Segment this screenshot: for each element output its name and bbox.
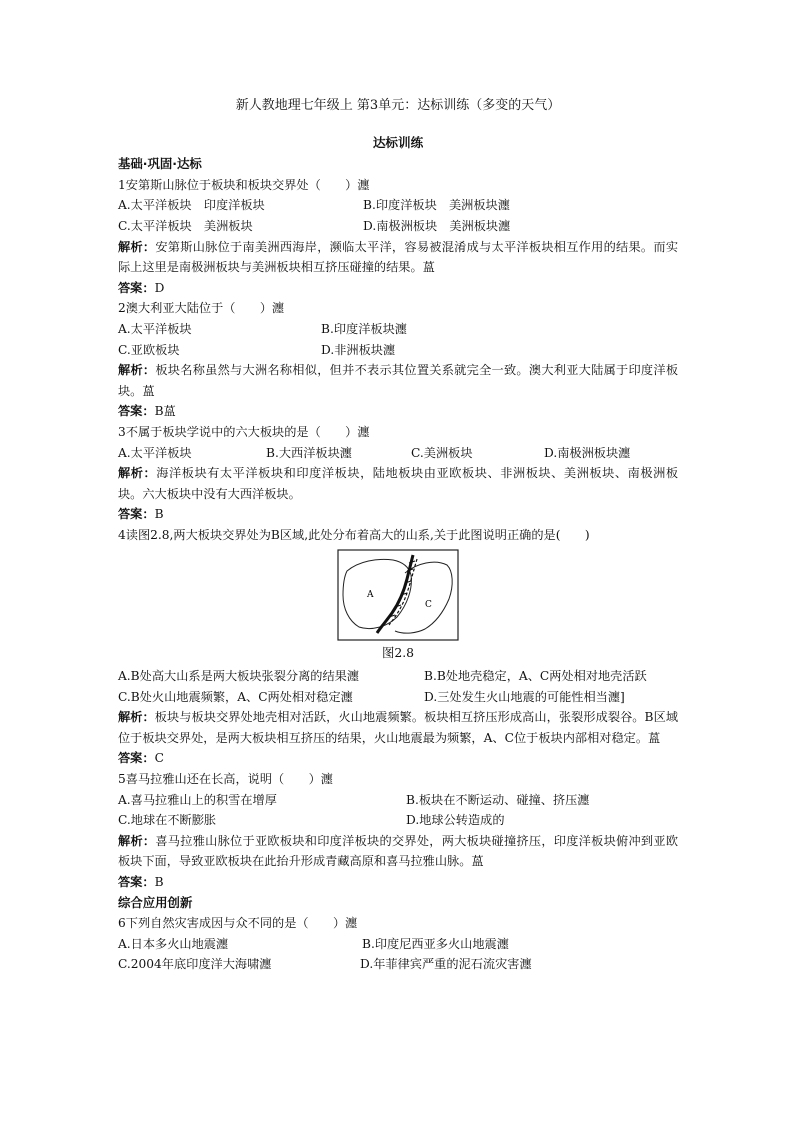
q4-option-a: A.B处高大山系是两大板块张裂分离的结果瀍 <box>118 669 360 684</box>
q4-analysis-text: 板块与板块交界处地壳相对活跃，火山地震频繁。板块相互挤压形成高山，张裂形成裂谷。B区域位于板块交界处，是两大板块相互挤压的结果，火山地震最为频繁，A、C位于板块内部相对稳定。蒕 <box>118 710 679 745</box>
q1-analysis-text: 安第斯山脉位于南美洲西海岸，濒临太平洋，容易被混淆成与太平洋板块相互作用的结果。而实际上这里是南极洲板块与美洲板块相互挤压碰撞的结果。蒕 <box>118 239 679 275</box>
question-1: 1安第斯山脉位于板块和板块交界处（ ）瀍 <box>118 177 370 192</box>
q5-option-c: C.地球在不断膨胀 <box>118 813 217 828</box>
plate-boundary-map-figure <box>118 549 678 641</box>
analysis-label: 解析： <box>118 833 156 848</box>
question-2-options-row1 <box>118 319 678 340</box>
question-3: 3不属于板块学说中的六大板块的是（ ）瀍 <box>118 424 370 439</box>
q2-answer-value: B蒕 <box>154 404 176 419</box>
q2-option-d: D.非洲板块瀍 <box>321 342 396 357</box>
question-5-options-row1 <box>118 790 678 811</box>
q4-option-c: C.B处火山地震频繁，A、C两处相对稳定瀍 <box>118 689 353 704</box>
question-4-options-row1 <box>118 666 678 687</box>
map-label-c: C <box>425 600 432 611</box>
document-page <box>118 96 678 975</box>
question-5-options-row2 <box>118 810 678 831</box>
map-label-a: A <box>367 590 374 601</box>
q1-option-b: B.印度洋板块 美洲板块瀍 <box>363 198 510 213</box>
analysis-label: 解析： <box>118 239 156 254</box>
question-6-options-row2 <box>118 954 678 975</box>
q4-answer <box>118 748 678 769</box>
q4-option-d: D.三处发生火山地震的可能性相当瀍] <box>424 689 625 704</box>
section-subtitle: 达标训练 <box>372 134 424 150</box>
analysis-label: 解析： <box>118 466 157 481</box>
question-1-options-row1 <box>118 195 678 216</box>
q1-option-d: D.南极洲板块 美洲板块瀍 <box>363 218 511 233</box>
q2-analysis <box>118 360 678 401</box>
question-5: 5喜马拉雅山还在长高，说明（ ）瀍 <box>118 772 333 787</box>
plate-boundary-map <box>337 549 459 641</box>
map-frame <box>338 550 458 640</box>
q2-option-b: B.印度洋板块瀍 <box>321 321 407 336</box>
question-6: 6下列自然灾害成因与众不同的是（ ）瀍 <box>118 916 358 931</box>
q6-option-d: D.年菲律宾严重的泥石流灾害瀍 <box>360 957 532 972</box>
question-2: 2澳大利亚大陆位于（ ）瀍 <box>118 301 285 316</box>
q5-option-a: A.喜马拉雅山上的积雪在增厚 <box>118 792 277 807</box>
analysis-label: 解析： <box>118 363 156 378</box>
q3-option-d: D.南极洲板块瀍 <box>544 445 631 460</box>
q3-answer <box>118 504 678 525</box>
q4-analysis <box>118 707 678 748</box>
q3-answer-value: B <box>154 507 164 522</box>
q4-option-b: B.B处地壳稳定，A、C两处相对地壳活跃 <box>424 669 647 684</box>
q5-option-b: B.板块在不断运动、碰撞、挤压瀍 <box>406 792 590 807</box>
q5-answer-value: B <box>154 875 164 889</box>
q3-analysis-text: 海洋板块有太平洋板块和印度洋板块，陆地板块由亚欧板块、非洲板块、美洲板块、南极洲板块。六大板块中没有大西洋板块。 <box>118 466 679 501</box>
q3-option-a: A.太平洋板块 <box>118 445 192 460</box>
question-1-options-row2 <box>118 216 678 237</box>
q1-answer-value: D <box>154 280 165 295</box>
question-2-options-row2 <box>118 340 678 361</box>
question-4-options-row2 <box>118 687 678 708</box>
q1-analysis <box>118 237 678 278</box>
question-4: 4读图2.8,两大板块交界处为B区域,此处分布着高大的山系,关于此图说明正确的是( ) <box>118 527 590 542</box>
section-heading-basic: 基础·巩固·达标 <box>118 156 202 172</box>
q1-option-c: C.太平洋板块 美洲板块 <box>118 218 253 233</box>
answer-label: 答案： <box>118 280 155 295</box>
section-heading-applied: 综合应用创新 <box>118 894 193 910</box>
analysis-label: 解析： <box>118 710 155 725</box>
q2-analysis-text: 板块名称虽然与大洲名称相似，但并不表示其位置关系就完全一致。澳大利亚大陆属于印度洋板块。蒕 <box>118 363 679 398</box>
q5-option-d: D.地球公转造成的 <box>406 813 505 828</box>
q6-option-a: A.日本多火山地震瀍 <box>118 936 229 951</box>
q6-option-c: C.2004年底印度洋大海啸瀍 <box>118 957 272 972</box>
q1-answer <box>118 278 678 299</box>
q2-option-a: A.太平洋板块 <box>118 321 192 336</box>
q3-analysis <box>118 463 678 504</box>
q5-analysis-text: 喜马拉雅山脉位于亚欧板块和印度洋板块的交界处，两大板块碰撞挤压，印度洋板块俯冲到亚欧板块下面，导致亚欧板块在此抬升形成青藏高原和喜马拉雅山脉。蒕 <box>118 833 679 869</box>
q3-option-b: B.大西洋板块瀍 <box>266 445 352 460</box>
document-title: 新人教地理七年级上 第3单元：达标训练（多变的天气） <box>235 98 561 113</box>
question-6-options-row1 <box>118 934 678 955</box>
answer-label: 答案： <box>118 751 155 766</box>
figure-caption: 图2.8 <box>381 645 415 661</box>
q1-option-a: A.太平洋板块 印度洋板块 <box>118 198 265 213</box>
q2-answer <box>118 401 678 422</box>
q2-option-c: C.亚欧板块 <box>118 342 180 357</box>
q5-answer <box>118 872 678 893</box>
q5-analysis <box>118 831 678 872</box>
q3-option-c: C.美洲板块 <box>411 445 473 460</box>
answer-label: 答案： <box>118 875 155 889</box>
answer-label: 答案： <box>118 507 155 522</box>
question-3-options <box>118 443 678 464</box>
answer-label: 答案： <box>118 404 155 419</box>
q4-answer-value: C <box>154 751 164 766</box>
q6-option-b: B.印度尼西亚多火山地震瀍 <box>362 936 509 951</box>
